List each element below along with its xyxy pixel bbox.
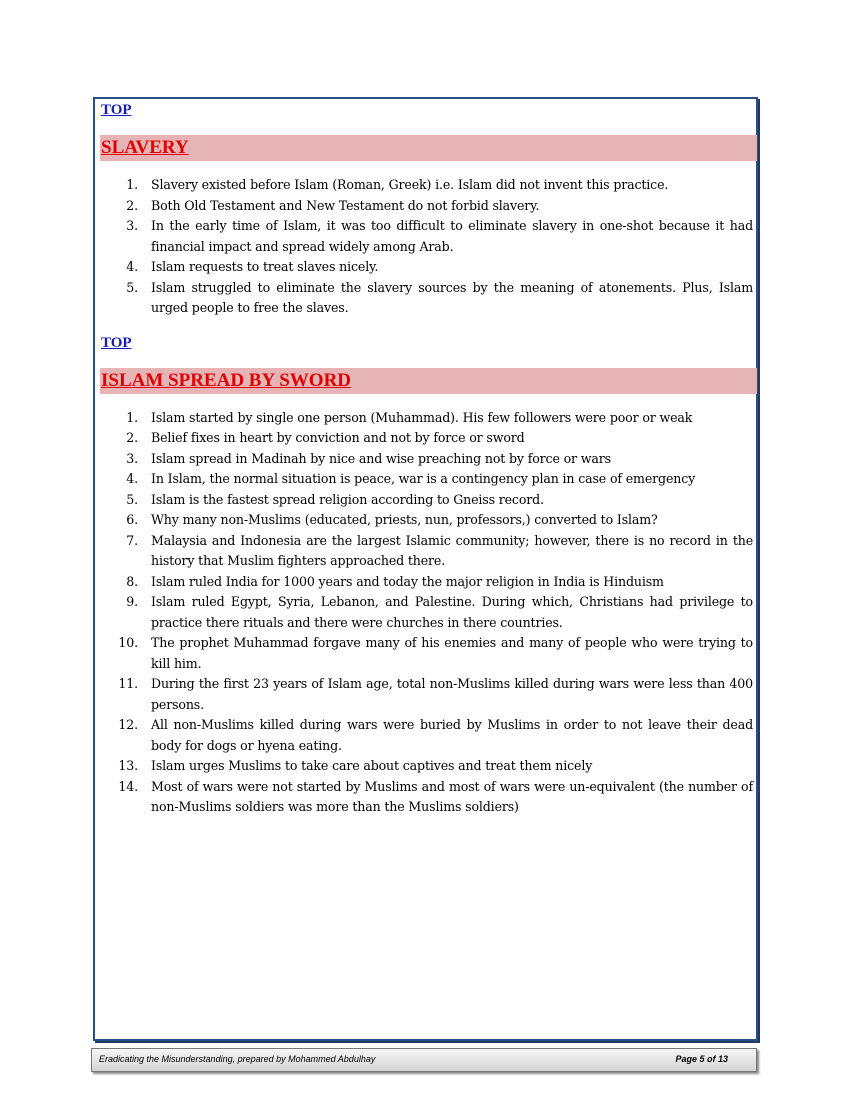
section-heading-slavery: SLAVERY (100, 135, 757, 161)
list-item-text: Islam ruled Egypt, Syria, Lebanon, and Palestine. During which, Christians had privilege to practice there rituals and there were churches in there countries. (151, 594, 753, 630)
list-item-number: 2. (126, 430, 138, 445)
list-item-text: Both Old Testament and New Testament do not forbid slavery. (151, 197, 540, 213)
list-item-text: In Islam, the normal situation is peace, war is a contingency plan in case of emergency (151, 471, 696, 486)
list-item-text: Islam started by single one person (Muhammad). His few followers were poor or weak (151, 409, 693, 425)
list-item-text: Most of wars were not started by Muslims and most of wars were un-equivalent (the number of non-Muslims soldiers was more than the Muslims soldiers) (151, 778, 753, 814)
list-item-number: 1. (126, 177, 138, 192)
list-item-number: 7. (126, 532, 138, 548)
list-item (101, 196, 753, 217)
list-item (101, 572, 753, 593)
list-item-number: 4. (126, 259, 138, 274)
list-item-number: 13. (118, 758, 138, 773)
list-item-number: 3. (126, 218, 138, 233)
page-content (101, 99, 753, 818)
list-item-text: Islam spread in Madinah by nice and wise preaching not by force or wars (151, 450, 611, 466)
list-item-text: During the first 23 years of Islam age, total non-Muslims killed during wars were less than 400 persons. (151, 676, 753, 712)
list-item (101, 408, 753, 429)
list-item-number: 12. (118, 717, 138, 732)
list-item-text: Islam ruled India for 1000 years and today the major religion in India is Hinduism (151, 573, 664, 589)
list-item (101, 175, 753, 196)
page-frame (93, 97, 758, 1041)
list-item-text: All non-Muslims killed during wars were buried by Muslims in order to not leave their dead body for dogs or hyena eating. (151, 717, 753, 753)
list-item (101, 633, 753, 674)
list-item-number: 6. (126, 512, 138, 527)
list-item-text: The prophet Muhammad forgave many of his enemies and many of people who were trying to kill him. (151, 635, 753, 671)
list-item (101, 469, 753, 490)
list-item-number: 3. (126, 450, 138, 466)
list-item (101, 592, 753, 633)
list-item (101, 278, 753, 319)
top-link[interactable]: TOP (101, 102, 132, 118)
list-item-number: 5. (126, 491, 138, 507)
list-item-number: 2. (126, 197, 138, 213)
list-item-number: 14. (118, 778, 138, 794)
list-item (101, 674, 753, 715)
list-item-text: Malaysia and Indonesia are the largest Islamic community; however, there is no record in the history that Muslim fighters approached there. (151, 532, 753, 568)
list-item-text: Islam is the fastest spread religion according to Gneiss record. (151, 491, 544, 507)
list-item (101, 756, 753, 777)
list-item (101, 490, 753, 511)
footer-title: Eradicating the Misunderstanding, prepared by Mohammed Abdulhay (99, 1054, 376, 1064)
list-item-text: Why many non-Muslims (educated, priests, nun, professors,) converted to Islam? (151, 512, 658, 527)
list-item-number: 10. (118, 635, 138, 650)
section-heading-sword: ISLAM SPREAD BY SWORD (100, 368, 757, 394)
list-item-text: Islam struggled to eliminate the slavery sources by the meaning of atonements. Plus, Islam urged people to free the slaves. (151, 279, 753, 315)
list-item (101, 257, 753, 278)
list-item-number: 5. (126, 279, 138, 295)
list-item-number: 1. (126, 409, 138, 425)
list-item (101, 777, 753, 818)
page-number: Page 5 of 13 (675, 1054, 728, 1064)
list-item (101, 449, 753, 470)
list-item-number: 9. (126, 594, 138, 609)
list-item (101, 531, 753, 572)
list-item (101, 715, 753, 756)
top-link[interactable]: TOP (101, 334, 132, 351)
list-item-text: Belief fixes in heart by conviction and not by force or sword (151, 430, 525, 445)
list-item-text: Islam requests to treat slaves nicely. (151, 259, 379, 274)
list-item-number: 8. (126, 573, 138, 589)
sword-list (101, 408, 753, 818)
list-item (101, 428, 753, 449)
list-item-text: In the early time of Islam, it was too difficult to eliminate slavery in one-shot because it had financial impact and spread widely among Arab. (151, 218, 753, 254)
list-item (101, 510, 753, 531)
page-footer (91, 1048, 757, 1072)
list-item-number: 11. (118, 676, 138, 691)
list-item-text: Islam urges Muslims to take care about captives and treat them nicely (151, 758, 593, 773)
list-item-text: Slavery existed before Islam (Roman, Greek) i.e. Islam did not invent this practice. (151, 177, 669, 192)
list-item (101, 216, 753, 257)
slavery-list (101, 175, 753, 319)
list-item-number: 4. (126, 471, 138, 486)
